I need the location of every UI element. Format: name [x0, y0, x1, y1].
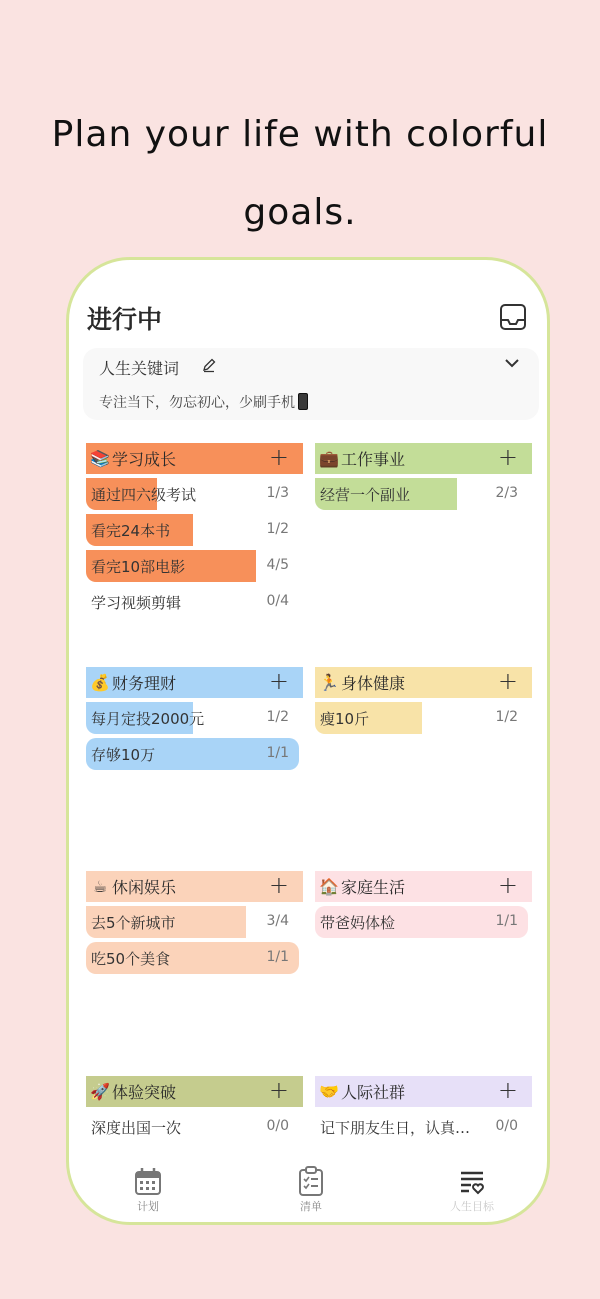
goal-item-name: 吃50个美食: [91, 950, 171, 968]
goal-category-card[interactable]: [315, 871, 532, 938]
goal-item-name: 通过四六级考试: [91, 486, 197, 504]
goal-category-title: 体验突破: [112, 1083, 177, 1102]
life-keywords-card[interactable]: [83, 348, 539, 420]
tab-checklist-label: 清单: [300, 1200, 322, 1213]
goal-item-name: 存够10万: [91, 746, 156, 764]
category-emoji-icon: 🏠: [319, 877, 339, 896]
tab-life-goals[interactable]: [422, 1166, 522, 1214]
goal-item-count: 1/3: [266, 485, 289, 501]
goal-item[interactable]: [315, 906, 528, 938]
goal-item-name: 看完10部电影: [91, 558, 186, 576]
category-emoji-icon: 💰: [90, 673, 110, 692]
goal-item[interactable]: [86, 702, 299, 734]
add-goal-plus-icon[interactable]: +: [497, 443, 518, 471]
goal-item-count: 0/0: [495, 1118, 518, 1134]
add-goal-plus-icon[interactable]: +: [497, 1076, 518, 1104]
goal-category-header[interactable]: [315, 667, 532, 698]
goal-category-card[interactable]: [86, 443, 303, 618]
tab-checklist[interactable]: [261, 1166, 361, 1214]
tagline: [0, 96, 600, 252]
goal-category-card[interactable]: [315, 667, 532, 734]
goal-item-count: 1/2: [266, 709, 289, 725]
tagline-line2: goals.: [243, 192, 357, 233]
goal-item-count: 1/2: [495, 709, 518, 725]
goal-item[interactable]: [86, 586, 299, 618]
phone-screen: [66, 257, 550, 1225]
goal-category-header[interactable]: [86, 667, 303, 698]
goal-item-count: 3/4: [266, 913, 289, 929]
goal-item-name: 瘦10斤: [320, 710, 370, 728]
goal-category-title: 身体健康: [341, 674, 406, 693]
pencil-icon[interactable]: [201, 357, 217, 373]
goal-category-title: 休闲娱乐: [112, 878, 177, 897]
goal-category-header[interactable]: [86, 1076, 303, 1107]
tagline-line1: Plan your life with colorful: [51, 114, 549, 155]
goal-item[interactable]: [86, 738, 299, 770]
goal-item-count: 4/5: [266, 557, 289, 573]
inbox-tray-icon[interactable]: [499, 303, 527, 331]
add-goal-plus-icon[interactable]: +: [497, 667, 518, 695]
goal-item-name: 记下朋友生日，认真…: [320, 1119, 471, 1137]
goal-category-title: 学习成长: [112, 450, 177, 469]
goal-item[interactable]: [315, 702, 528, 734]
goal-category-card[interactable]: [315, 1076, 532, 1143]
goal-item[interactable]: [86, 550, 299, 582]
goal-category-header[interactable]: [315, 1076, 532, 1107]
keywords-text-value: 专注当下，勿忘初心，少刷手机: [99, 395, 295, 411]
goal-category-card[interactable]: [86, 667, 303, 770]
goal-category-card[interactable]: [86, 1076, 303, 1143]
tab-bar: [69, 1166, 550, 1225]
goal-item[interactable]: [86, 478, 299, 510]
goal-category-header[interactable]: [315, 871, 532, 902]
goal-category-title: 工作事业: [341, 450, 406, 469]
tab-life-goals-label: 人生目标: [450, 1200, 494, 1213]
goal-category-title: 家庭生活: [341, 878, 406, 897]
add-goal-plus-icon[interactable]: +: [268, 667, 289, 695]
goal-category-header[interactable]: [315, 443, 532, 474]
goal-category-header[interactable]: [86, 871, 303, 902]
goal-item-name: 每月定投2000元: [91, 710, 205, 728]
category-emoji-icon: 🤝: [319, 1082, 339, 1101]
goal-item-name: 带爸妈体检: [320, 914, 396, 932]
category-emoji-icon: 🚀: [90, 1082, 110, 1101]
add-goal-plus-icon[interactable]: +: [497, 871, 518, 899]
goal-item-count: 1/2: [266, 521, 289, 537]
goal-item[interactable]: [86, 942, 299, 974]
add-goal-plus-icon[interactable]: +: [268, 871, 289, 899]
goal-category-card[interactable]: [315, 443, 532, 510]
add-goal-plus-icon[interactable]: +: [268, 443, 289, 471]
goal-category-header[interactable]: [86, 443, 303, 474]
goal-item[interactable]: [86, 906, 299, 938]
goal-item[interactable]: [86, 1111, 299, 1143]
goal-item-count: 1/1: [266, 745, 289, 761]
goal-item-name: 去5个新城市: [91, 914, 176, 932]
goal-category-title: 人际社群: [341, 1083, 406, 1102]
goal-item-name: 经营一个副业: [320, 486, 411, 504]
goals-list-heart-icon: [458, 1166, 486, 1196]
goal-item-count: 1/1: [495, 913, 518, 929]
category-emoji-icon: 💼: [319, 449, 339, 468]
goal-item[interactable]: [315, 1111, 528, 1143]
tab-plan[interactable]: [98, 1166, 198, 1214]
add-goal-plus-icon[interactable]: +: [268, 1076, 289, 1104]
keywords-title: 人生关键词: [99, 359, 180, 378]
calendar-icon: [134, 1166, 162, 1196]
goal-item-count: 0/0: [266, 1118, 289, 1134]
category-emoji-icon: 📚: [90, 449, 110, 468]
goal-item-count: 0/4: [266, 593, 289, 609]
chevron-down-icon[interactable]: [503, 354, 521, 372]
checklist-icon: [298, 1166, 324, 1196]
goal-item-count: 1/1: [266, 949, 289, 965]
page-title: 进行中: [87, 305, 163, 334]
goal-item[interactable]: [315, 478, 528, 510]
tab-plan-label: 计划: [137, 1200, 159, 1213]
goal-item[interactable]: [86, 514, 299, 546]
category-emoji-icon: ☕: [92, 877, 108, 896]
goal-item-name: 看完24本书: [91, 522, 171, 540]
keywords-text: [99, 392, 308, 412]
mobile-phone-icon: [298, 393, 308, 410]
goal-item-name: 深度出国一次: [91, 1119, 182, 1137]
goal-item-name: 学习视频剪辑: [91, 594, 182, 612]
goal-item-count: 2/3: [495, 485, 518, 501]
goal-category-card[interactable]: [86, 871, 303, 974]
category-emoji-icon: 🏃: [319, 673, 339, 692]
goal-category-title: 财务理财: [112, 674, 177, 693]
